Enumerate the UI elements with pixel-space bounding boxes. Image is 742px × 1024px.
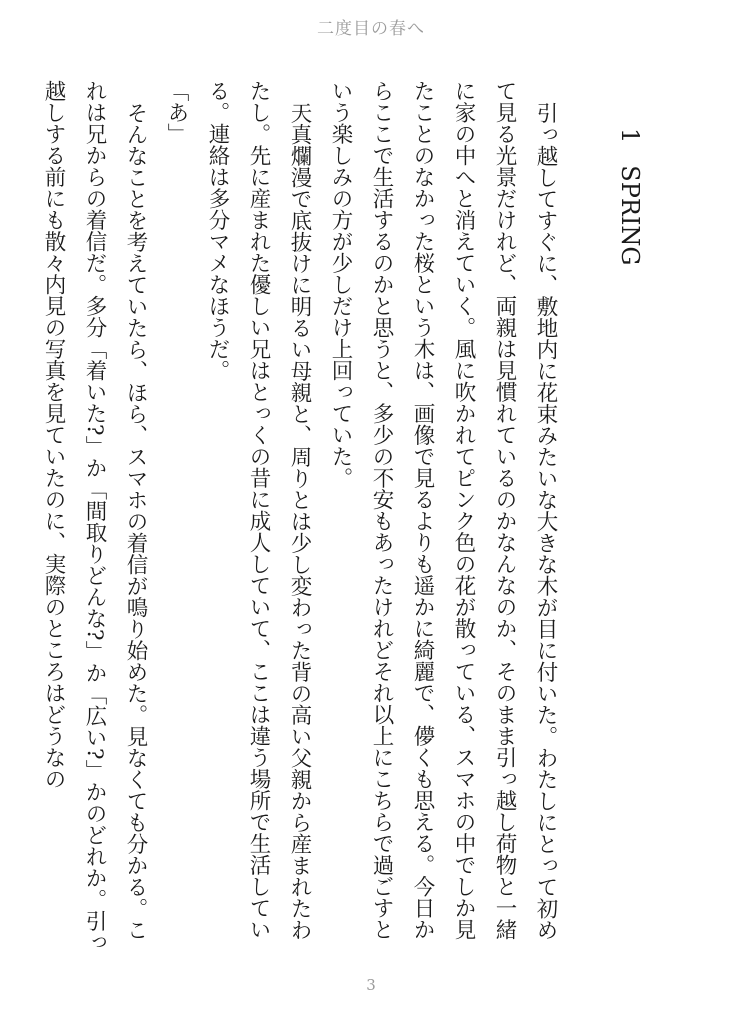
paragraph: 引っ越してすぐに、敷地内に花束みたいな大きな木が目に付いた。わたしにとって初めて見る光景だけれど、両親は見慣れているのかなんなのか、そのまま引っ越し荷物と一緒に家の中へと消えていく。風に吹かれてピンク色の花が散っている、スマホの中でしか見たことのなかった桜という木は、画像で見るよりも遥かに綺麗で、儚くも思える。今日からここで生活するのかと思うと、多少の不安もあったけれどそれ以上にこちらで過ごすという楽しみの方が少しだけ上回っていた。 <box>328 80 558 940</box>
running-header: 二度目の春へ <box>317 19 425 39</box>
chapter-number: 1 <box>616 128 644 144</box>
paragraph: そんなことを考えていたら、ほら、スマホの着信が鳴り始めた。見なくても分かる。これは兄からの着信だ。多分「着いた?」か「間取りどんな?」か「広い?」かのどれか。引っ越しする前にも散々内見の写真を見ていたのに、実際のところはどうなの <box>41 80 148 954</box>
dialogue-line: 「あ」 <box>164 80 189 145</box>
body-text <box>33 80 566 960</box>
paragraph: 天真爛漫で底抜けに明るい母親と、周りとは少し変わった背の高い父親から産まれたわたし。先に産まれた優しい兄はとっくの昔に成人していて、ここは違う場所で生活している。連絡は多分マメなほうだ。 <box>205 80 312 940</box>
chapter-title: SPRING <box>616 165 644 266</box>
chapter-heading <box>618 128 642 960</box>
page-number: 3 <box>366 976 376 994</box>
vertical-text-page <box>33 80 642 960</box>
